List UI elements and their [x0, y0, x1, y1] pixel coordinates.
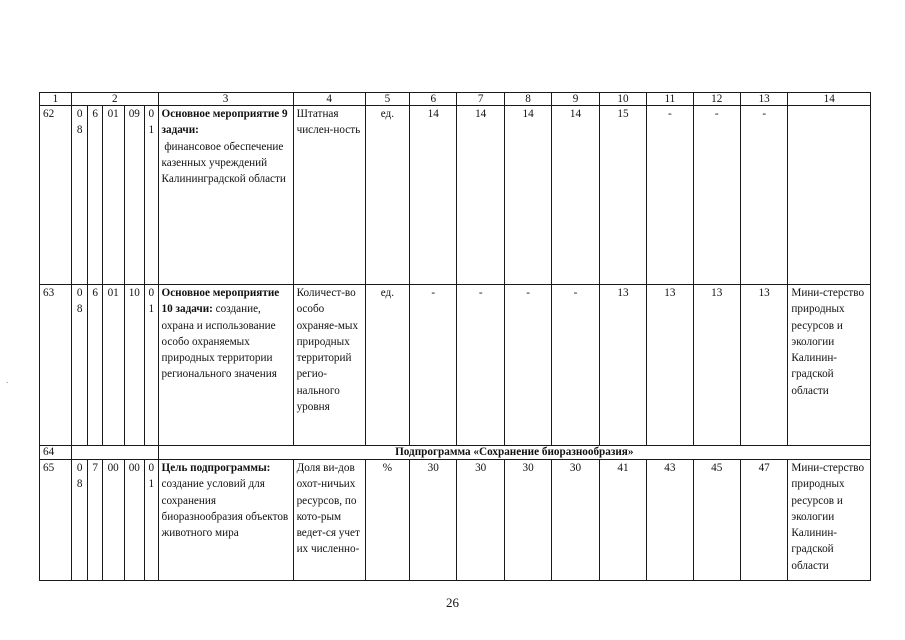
- unit-cell: ед.: [365, 285, 409, 446]
- value-cell: -: [740, 106, 787, 285]
- page-number: 26: [446, 595, 459, 610]
- header-cell: 13: [740, 93, 787, 106]
- value-cell: 41: [599, 460, 646, 581]
- code-cell: 7: [88, 460, 102, 581]
- code-cell: 6: [88, 285, 102, 446]
- activity-title: Цель подпрограммы:: [161, 462, 271, 474]
- value-cell: 30: [410, 460, 457, 581]
- header-cell: 14: [788, 93, 871, 106]
- empty-cell: [71, 446, 158, 460]
- value-cell: 14: [410, 106, 457, 285]
- code-cell: 08: [71, 106, 87, 285]
- header-cell: 3: [158, 93, 293, 106]
- header-cell: 5: [365, 93, 409, 106]
- activity-title: Основное мероприятие 10 задачи:: [161, 287, 280, 316]
- responsible-cell: Мини-стерство природных ресурсов и экологии Калинин-градской области: [788, 460, 871, 581]
- table-row: [40, 285, 871, 446]
- table-row: [40, 460, 871, 581]
- header-cell: 10: [599, 93, 646, 106]
- code-cell: 00: [124, 460, 145, 581]
- code-cell: 01: [145, 106, 158, 285]
- header-cell: 6: [410, 93, 457, 106]
- activity-text: финансовое обеспечение казенных учреждений Калининградской области: [161, 140, 287, 186]
- value-cell: 30: [457, 460, 504, 581]
- header-cell: 9: [552, 93, 599, 106]
- code-cell: 08: [71, 285, 87, 446]
- code-cell: 08: [71, 460, 87, 581]
- unit-cell: %: [365, 460, 409, 581]
- subprogram-title: Подпрограмма «Сохранение биоразнообразия»: [158, 446, 870, 460]
- value-cell: -: [693, 106, 740, 285]
- header-cell: 1: [40, 93, 72, 106]
- value-cell: 45: [693, 460, 740, 581]
- value-cell: 14: [457, 106, 504, 285]
- header-cell: 11: [647, 93, 693, 106]
- value-cell: 43: [647, 460, 693, 581]
- activity-description: [158, 285, 293, 446]
- row-number: 62: [40, 106, 72, 285]
- activity-title: Основное мероприятие 9 задачи:: [161, 108, 288, 137]
- code-cell: 6: [88, 106, 102, 285]
- table-row: [40, 106, 871, 285]
- row-number: 64: [40, 446, 72, 460]
- value-cell: -: [504, 285, 551, 446]
- header-row: [40, 93, 871, 106]
- value-cell: -: [410, 285, 457, 446]
- activity-text: создание, охрана и использование особо охраняемых природных территории регионального значения: [161, 303, 277, 381]
- activity-description: [158, 460, 293, 581]
- activity-text: создание условий для сохранения биоразнообразия объектов животного мира: [161, 478, 289, 540]
- value-cell: 13: [740, 285, 787, 446]
- value-cell: 15: [599, 106, 646, 285]
- value-cell: 13: [599, 285, 646, 446]
- value-cell: -: [552, 285, 599, 446]
- responsible-cell: Мини-стерство природных ресурсов и экологии Калинин-градской области: [788, 285, 871, 446]
- value-cell: 13: [647, 285, 693, 446]
- value-cell: 47: [740, 460, 787, 581]
- value-cell: 13: [693, 285, 740, 446]
- indicators-table: [39, 92, 871, 581]
- value-cell: 14: [504, 106, 551, 285]
- row-number: 63: [40, 285, 72, 446]
- value-cell: -: [647, 106, 693, 285]
- value-cell: 30: [504, 460, 551, 581]
- indicator-cell: Количест-во особо охраняе-мых природных территорий регио-нального уровня: [293, 285, 365, 446]
- activity-description: [158, 106, 293, 285]
- code-cell: 09: [124, 106, 145, 285]
- margin-mark: .: [6, 375, 9, 385]
- code-cell: 01: [145, 460, 158, 581]
- header-cell: 2: [71, 93, 158, 106]
- code-cell: 01: [145, 285, 158, 446]
- header-cell: 12: [693, 93, 740, 106]
- value-cell: 30: [552, 460, 599, 581]
- code-cell: 00: [102, 460, 124, 581]
- indicator-cell: Штатная числен-ность: [293, 106, 365, 285]
- row-number: 65: [40, 460, 72, 581]
- code-cell: 01: [102, 106, 124, 285]
- header-cell: 4: [293, 93, 365, 106]
- unit-cell: ед.: [365, 106, 409, 285]
- code-cell: 01: [102, 285, 124, 446]
- header-cell: 8: [504, 93, 551, 106]
- header-cell: 7: [457, 93, 504, 106]
- responsible-cell: [788, 106, 871, 285]
- section-row: [40, 446, 871, 460]
- indicator-cell: Доля ви-дов охот-ничьих ресурсов, по кото-рым ведет-ся учет их численно-: [293, 460, 365, 581]
- value-cell: 14: [552, 106, 599, 285]
- code-cell: 10: [124, 285, 145, 446]
- value-cell: -: [457, 285, 504, 446]
